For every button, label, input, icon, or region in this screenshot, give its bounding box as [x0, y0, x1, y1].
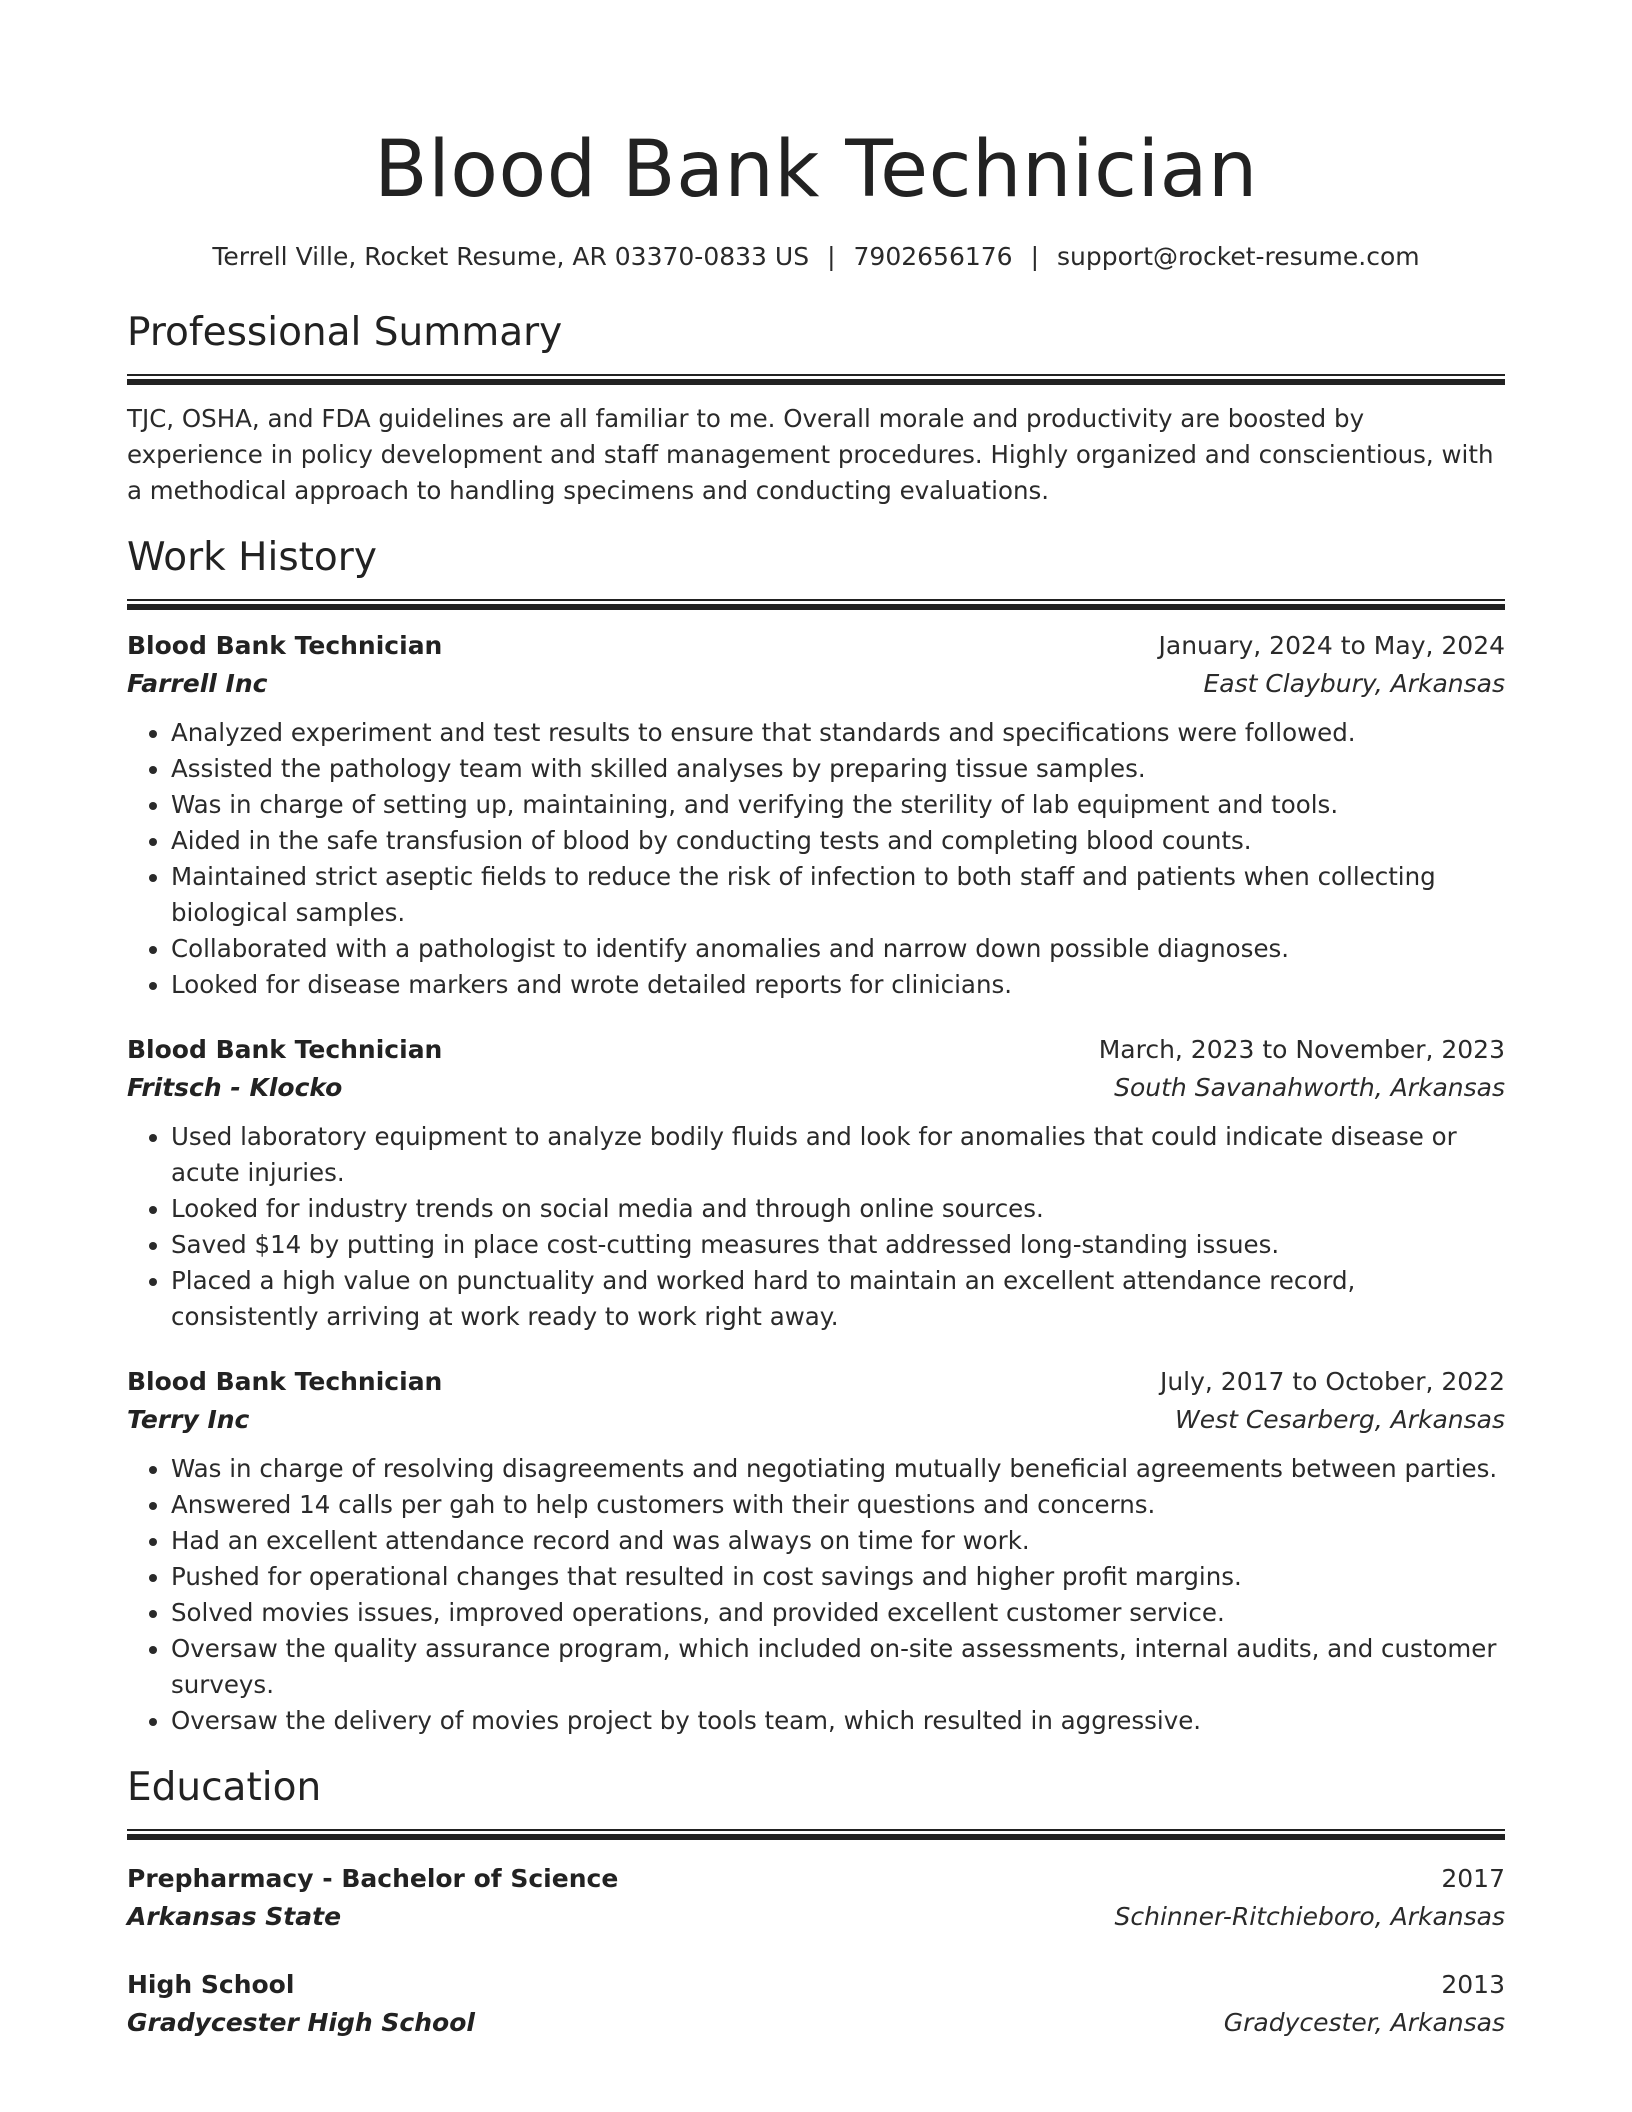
candidate-name: Blood Bank Technician [374, 125, 1258, 215]
job-bullet: • Looked for disease markers and wrote detailed reports for clinicians. [171, 967, 1505, 1003]
job-header-row [127, 1363, 1505, 1401]
contact-line [127, 240, 1505, 274]
job-bullet: • Placed a high value on punctuality and worked hard to maintain an excellent attendance record, consistently arriving at work ready to work right away. [171, 1263, 1505, 1335]
contact-email[interactable]: support@rocket-resume.com [1057, 242, 1420, 271]
job-bullet: • Maintained strict aseptic fields to reduce the risk of infection to both staff and patients when collecting biological samples. [171, 859, 1505, 931]
section-divider [127, 599, 1505, 610]
job-bullets [127, 715, 1505, 1003]
job-company: Fritsch - Klocko [127, 1073, 343, 1102]
education-section [127, 1763, 1505, 2042]
education-year: 2013 [1441, 1970, 1505, 1999]
education-year: 2017 [1441, 1864, 1505, 1893]
job-location: East Claybury, Arkansas [1203, 669, 1505, 698]
education-degree: High School [127, 1970, 295, 1999]
summary-text: TJC, OSHA, and FDA guidelines are all familiar to me. Overall morale and productivity are boosted by experience in policy development and staff management procedures. Highly organized and conscientious, with a methodical approach to handling specimens and conducting evaluations. [127, 404, 1494, 505]
job-bullet: • Was in charge of setting up, maintaining, and verifying the sterility of lab equipment and tools. [171, 787, 1505, 823]
job-company-row [127, 1069, 1505, 1107]
section-divider [127, 374, 1505, 385]
job-bullet: • Pushed for operational changes that resulted in cost savings and higher profit margins. [171, 1559, 1505, 1595]
job-company-row [127, 665, 1505, 703]
job-bullet: • Analyzed experiment and test results to ensure that standards and specifications were followed. [171, 715, 1505, 751]
job-entry [127, 1031, 1505, 1335]
job-bullet: • Solved movies issues, improved operations, and provided excellent customer service. [171, 1595, 1505, 1631]
work-history-section [127, 533, 1505, 1739]
job-company: Terry Inc [127, 1405, 250, 1434]
section-title-work-history: Work History [127, 535, 377, 580]
education-school: Gradycester High School [127, 2008, 475, 2037]
job-dates: July, 2017 to October, 2022 [1159, 1367, 1505, 1396]
education-location: Schinner-Ritchieboro, Arkansas [1114, 1902, 1505, 1931]
job-company: Farrell Inc [127, 669, 268, 698]
job-bullet: • Looked for industry trends on social media and through online sources. [171, 1191, 1505, 1227]
job-bullet: • Aided in the safe transfusion of blood by conducting tests and completing blood counts. [171, 823, 1505, 859]
job-bullet: • Oversaw the quality assurance program, which included on-site assessments, internal audits, and customer surveys. [171, 1631, 1505, 1703]
contact-separator: | [827, 242, 836, 271]
education-school-row [127, 1898, 1505, 1936]
job-title: Blood Bank Technician [127, 1367, 443, 1396]
education-header-row [127, 1966, 1505, 2004]
contact-address: Terrell Ville, Rocket Resume, AR 03370-0833 US [212, 242, 810, 271]
job-bullet: • Used laboratory equipment to analyze bodily fluids and look for anomalies that could indicate disease or acute injuries. [171, 1119, 1505, 1191]
job-location: South Savanahworth, Arkansas [1114, 1073, 1505, 1102]
education-school-row [127, 2004, 1505, 2042]
job-title: Blood Bank Technician [127, 1035, 443, 1064]
contact-phone: 7902656176 [853, 242, 1013, 271]
education-header-row [127, 1860, 1505, 1898]
job-location: West Cesarberg, Arkansas [1174, 1405, 1505, 1434]
job-title: Blood Bank Technician [127, 631, 443, 660]
job-bullet: • Assisted the pathology team with skilled analyses by preparing tissue samples. [171, 751, 1505, 787]
job-bullet: • Was in charge of resolving disagreements and negotiating mutually beneficial agreements between parties. [171, 1451, 1505, 1487]
section-title-education: Education [127, 1765, 322, 1810]
education-school: Arkansas State [127, 1902, 342, 1931]
contact-separator: | [1030, 242, 1040, 271]
job-bullet: • Oversaw the delivery of movies project by tools team, which resulted in aggressive. [171, 1703, 1505, 1739]
section-divider [127, 1829, 1505, 1840]
job-bullet: • Had an excellent attendance record and was always on time for work. [171, 1523, 1505, 1559]
job-header-row [127, 1031, 1505, 1069]
education-entry [127, 1860, 1505, 1936]
job-bullet: • Saved $14 by putting in place cost-cutting measures that addressed long-standing issues. [171, 1227, 1505, 1263]
job-bullets [127, 1451, 1505, 1739]
summary-section [127, 308, 1505, 509]
education-degree: Prepharmacy - Bachelor of Science [127, 1864, 619, 1893]
education-entry [127, 1966, 1505, 2042]
job-dates: January, 2024 to May, 2024 [1158, 631, 1505, 660]
job-header-row [127, 627, 1505, 665]
job-entry [127, 1363, 1505, 1739]
job-company-row [127, 1401, 1505, 1439]
section-title-summary: Professional Summary [127, 310, 563, 355]
job-bullet: • Collaborated with a pathologist to identify anomalies and narrow down possible diagnoses. [171, 931, 1505, 967]
education-location: Gradycester, Arkansas [1223, 2008, 1505, 2037]
job-bullets [127, 1119, 1505, 1335]
job-entry [127, 627, 1505, 1003]
job-dates: March, 2023 to November, 2023 [1098, 1035, 1505, 1064]
job-bullet: • Answered 14 calls per gah to help customers with their questions and concerns. [171, 1487, 1505, 1523]
